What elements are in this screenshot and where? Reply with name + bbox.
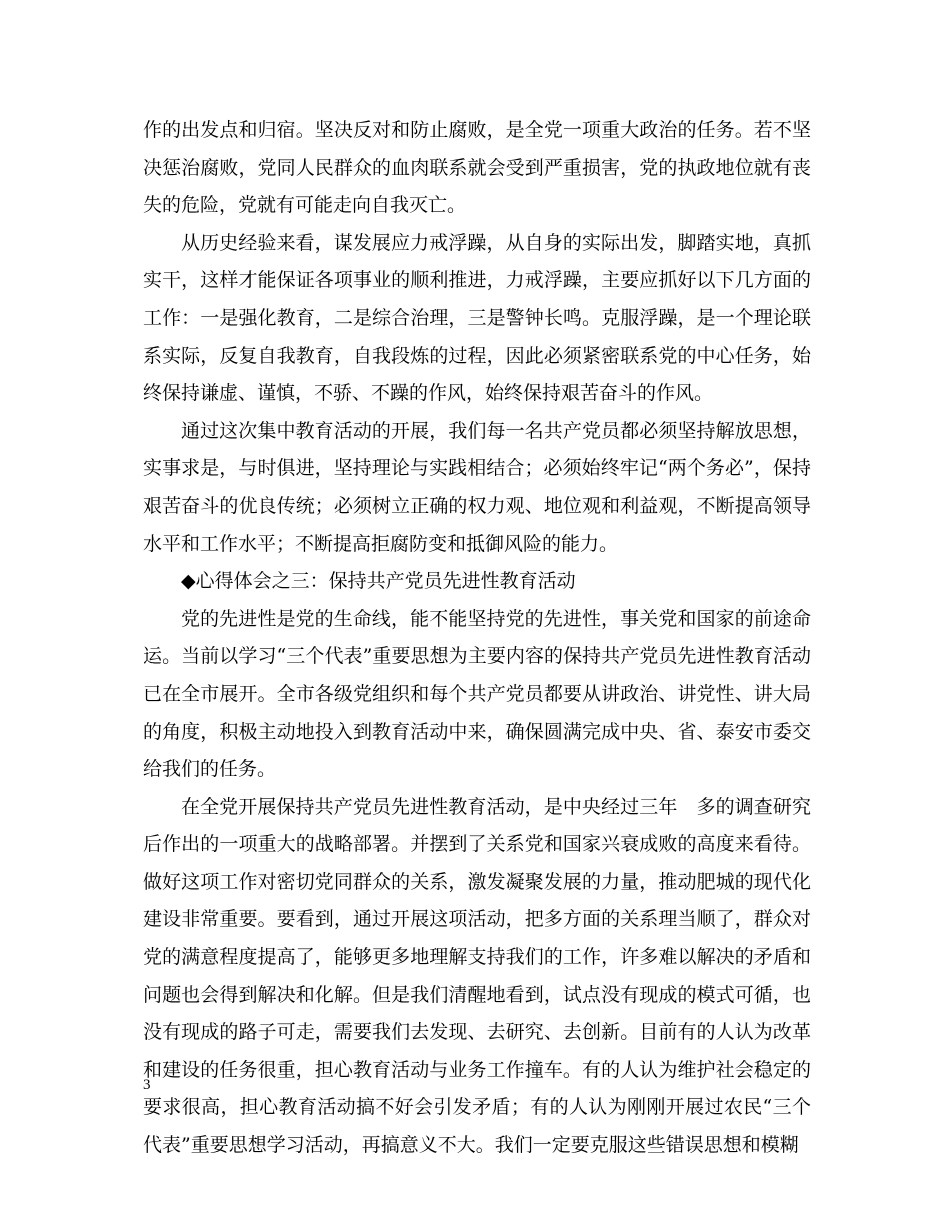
- paragraph-continued: 作的出发点和归宿。坚决反对和防止腐败，是全党一项重大政治的任务。若不坚决惩治腐败，党同人民群众的血肉联系就会受到严重损害，党的执政地位就有丧失的危险，党就有可能走向自我灭亡。: [143, 119, 811, 217]
- document-body: [143, 112, 811, 1165]
- paragraph-strategic-deployment: 在全党开展保持共产党员先进性教育活动，是中央经过三年 多的调查研究后作出的一项重大的战略部署。并摆到了关系党和国家兴衰成败的高度来看待。做好这项工作对密切党同群众的关系，激发凝聚发展的力量，推动肥城的现代化建设非常重要。要看到，通过开展这项活动，把多方面的关系理当顺了，群众对党的满意程度提高了，能够更多地理解支持我们的工作，许多难以解决的矛盾和问题也会得到解决和化解。但是我们清醒地看到，试点没有现成的模式可循，也没有现成的路子可走，需要我们去发现、去研究、去创新。目前有的人认为改革和建设的任务很重，担心教育活动与业务工作撞车。有的人认为维护社会稳定的要求很高，担心教育活动搞不好会引发矛盾；有的人认为刚刚开展过农民“三个代表”重要思想学习活动，再搞意义不大。我们一定要克服这些错误思想和模糊: [143, 795, 811, 1157]
- paragraph-history-experience: 从历史经验来看，谋发展应力戒浮躁，从自身的实际出发，脚踏实地，真抓实干，这样才能保证各项事业的顺利推进，力戒浮躁，主要应抓好以下几方面的工作：一是强化教育，二是综合治理，三是警钟长鸣。克服浮躁，是一个理论联系实际，反复自我教育，自我段炼的过程，因此必须紧密联系党的中心任务，始终保持谦虚、谨慎，不骄、不躁的作风，始终保持艰苦奋斗的作风。: [143, 231, 811, 405]
- paragraph-party-advancement: 党的先进性是党的生命线，能不能坚持党的先进性，事关党和国家的前途命运。当前以学习“三个代表”重要思想为主要内容的保持共产党员先进性教育活动已在全市展开。全市各级党组织和每个共产党员都要从讲政治、讲党性、讲大局的角度，积极主动地投入到教育活动中来，确保圆满完成中央、省、泰安市委交给我们的任务。: [143, 607, 811, 781]
- paragraph-education-activity: 通过这次集中教育活动的开展，我们每一名共产党员都必须坚持解放思想，实事求是，与时俱进，坚持理论与实践相结合；必须始终牢记“两个务必”，保持艰苦奋斗的优良传统；必须树立正确的权力观、地位观和利益观，不断提高领导水平和工作水平；不断提高拒腐防变和抵御风险的能力。: [143, 419, 811, 555]
- section-heading: ◆心得体会之三：保持共产党员先进性教育活动: [181, 570, 576, 593]
- page-number: 3: [143, 1077, 151, 1093]
